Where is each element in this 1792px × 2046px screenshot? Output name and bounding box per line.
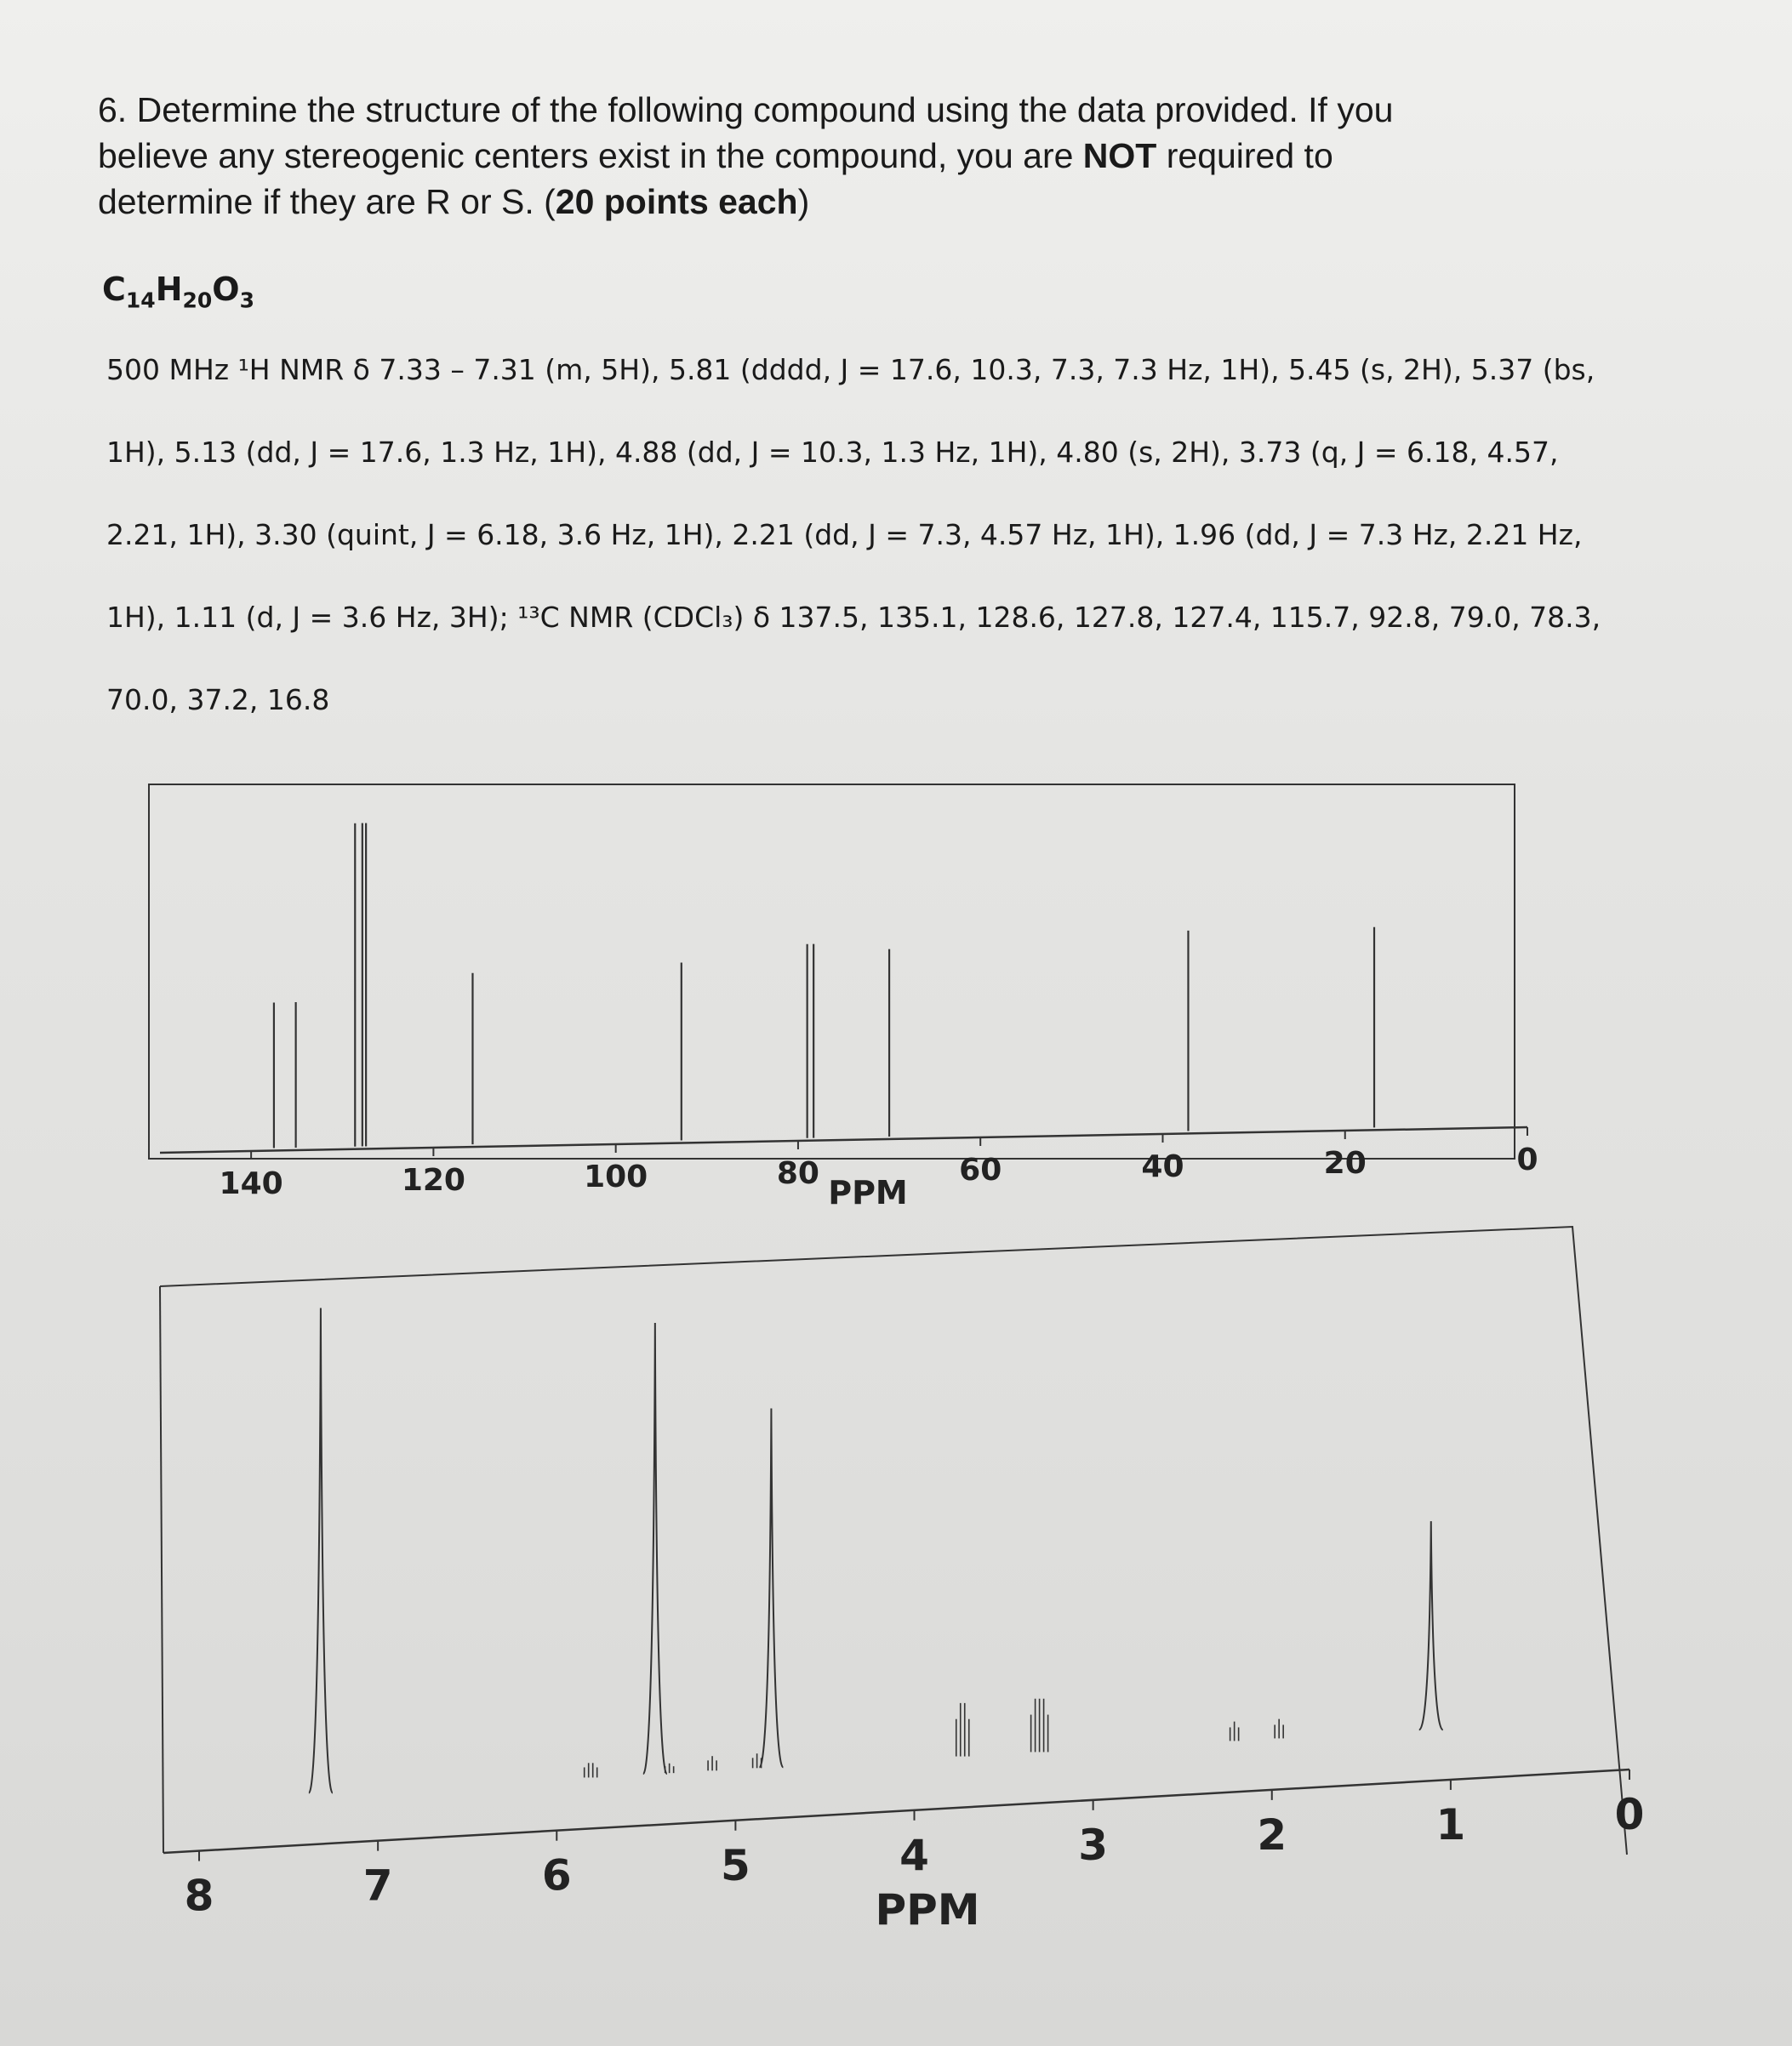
- h1-peak: [1031, 1699, 1048, 1752]
- h1-peak: [309, 1308, 333, 1792]
- question-points: 20 points each: [555, 182, 798, 221]
- c13-tick-label: 60: [959, 1153, 1002, 1188]
- c13-tick-label: 100: [584, 1160, 648, 1194]
- nmr-line-3: 2.21, 1H), 3.30 (quint, J = 6.18, 3.6 Hz, 1H), 2.21 (dd, J = 7.3, 4.57 Hz, 1H), 1.96 (dd, J = 7.3 Hz, 2.21 Hz,: [106, 518, 1583, 551]
- formula-oxygen-count: 3: [239, 288, 255, 313]
- nmr-line-2: 1H), 5.13 (dd, J = 17.6, 1.3 Hz, 1H), 4.88 (dd, J = 10.3, 1.3 Hz, 1H), 4.80 (s, 2H), 3.73 (q, J = 6.18, 4.57,: [106, 436, 1559, 469]
- h1-tick-label: 6: [541, 1850, 572, 1901]
- h1-frame: [160, 1227, 1627, 1855]
- question-line-2-start: believe any stereogenic centers exist in the compound, you are: [98, 136, 1083, 175]
- h1-peak: [753, 1753, 762, 1768]
- h1-peak: [585, 1763, 597, 1777]
- h1-frame-left: [160, 1286, 163, 1853]
- h1-tick-label: 5: [720, 1840, 750, 1890]
- formula-carbon: C: [102, 271, 126, 308]
- c13-x-axis-label: PPM: [828, 1174, 908, 1211]
- h1-tick-label: 4: [899, 1830, 929, 1880]
- h1-peaks: [309, 1308, 1443, 1792]
- h1-peak: [1419, 1521, 1443, 1730]
- nmr-line-5: 70.0, 37.2, 16.8: [106, 683, 330, 716]
- h1-tick-label: 2: [1257, 1809, 1287, 1860]
- c13-tick-label: 120: [401, 1163, 465, 1198]
- h1-peak: [759, 1409, 783, 1768]
- question-not-emphasis: NOT: [1082, 136, 1157, 175]
- c13-tick-label: 80: [776, 1156, 819, 1191]
- question-line-3-end: ): [797, 182, 810, 221]
- h1-tick-label: 1: [1435, 1799, 1466, 1849]
- h1-peak: [1275, 1719, 1283, 1739]
- formula-hydrogen: H: [155, 271, 183, 308]
- question-line-1: 6. Determine the structure of the following compound using the data provided. If you: [98, 90, 1394, 129]
- c13-tick-label: 40: [1141, 1149, 1184, 1184]
- c13-tick-label: 140: [219, 1166, 283, 1201]
- h1-x-axis-label: PPM: [875, 1885, 980, 1935]
- formula-carbon-count: 14: [125, 288, 156, 313]
- h1-tick-label: 7: [362, 1861, 393, 1911]
- h1-peak: [643, 1323, 667, 1774]
- c13-tick-label: 0: [1516, 1143, 1538, 1177]
- question-line-2-end: required to: [1156, 136, 1333, 175]
- h1-peak: [956, 1703, 969, 1757]
- formula-oxygen: O: [212, 271, 240, 308]
- h1-peak: [1230, 1722, 1239, 1741]
- h1-peak: [708, 1756, 716, 1770]
- h1-tick-label: 3: [1078, 1820, 1109, 1870]
- nmr-line-1: 500 MHz ¹H NMR δ 7.33 – 7.31 (m, 5H), 5.81 (dddd, J = 17.6, 10.3, 7.3, 7.3 Hz, 1H), 5.45 (s, 2H), 5.37 (bs,: [106, 353, 1595, 386]
- nmr-line-4: 1H), 1.11 (d, J = 3.6 Hz, 3H); ¹³C NMR (CDCl₃) δ 137.5, 135.1, 128.6, 127.8, 127.4, 115.7, 92.8, 79.0, 78.3,: [106, 601, 1601, 634]
- h1-tick-label: 8: [184, 1871, 214, 1921]
- c13-tick-label: 20: [1323, 1146, 1367, 1181]
- h1-tick-label: 0: [1614, 1790, 1645, 1839]
- formula-hydrogen-count: 20: [182, 288, 213, 313]
- h1-x-axis: [163, 1770, 1629, 1853]
- question-line-3-start: determine if they are R or S. (: [98, 182, 556, 221]
- h1-peak: [665, 1764, 674, 1773]
